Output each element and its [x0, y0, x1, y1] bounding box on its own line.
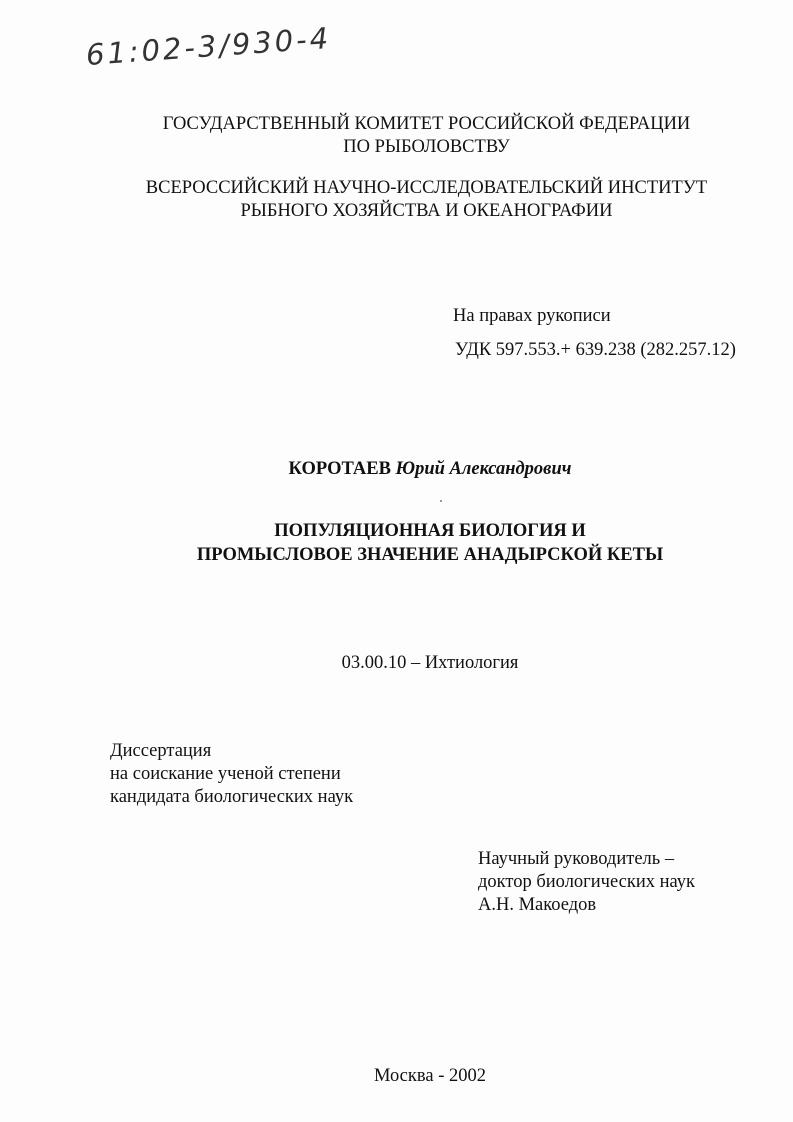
supervisor-line-2: доктор биологических наук	[478, 872, 696, 892]
thesis-title-line-1: ПОПУЛЯЦИОННАЯ БИОЛОГИЯ И	[274, 521, 586, 541]
city-year: Москва - 2002	[373, 1066, 486, 1086]
author-name	[0, 458, 793, 480]
specialty-code: 03.00.10 – Ихтиология	[341, 653, 519, 673]
institute-line-1: ВСЕРОССИЙСКИЙ НАУЧНО-ИССЛЕДОВАТЕЛЬСКИЙ ИНСТИТУТ	[145, 178, 708, 198]
supervisor-line-1: Научный руководитель –	[478, 849, 675, 869]
dissertation-line-1: Диссертация	[110, 741, 212, 761]
dissertation-line-3: кандидата биологических наук	[110, 787, 354, 807]
manuscript-rights: На правах рукописи	[453, 306, 611, 326]
handwritten-catalog-code: 61:02-3/930-4	[84, 20, 333, 72]
udk-code: УДК 597.553.+ 639.238 (282.257.12)	[455, 340, 736, 360]
author-surname: КОРОТАЕВ	[288, 459, 391, 479]
thesis-title-line-2: ПРОМЫСЛОВОЕ ЗНАЧЕНИЕ АНАДЫРСКОЙ КЕТЫ	[196, 545, 664, 565]
supervisor-name: А.Н. Макоедов	[478, 895, 597, 915]
organization-line-2: ПО РЫБОЛОВСТВУ	[343, 137, 510, 157]
dissertation-line-2: на соискание ученой степени	[110, 764, 341, 784]
organization-line-1: ГОСУДАРСТВЕННЫЙ КОМИТЕТ РОССИЙСКОЙ ФЕДЕРАЦИИ	[162, 114, 691, 134]
author-given-names: Юрий Александрович	[395, 459, 572, 479]
scan-speck	[440, 500, 442, 502]
institute-line-2: РЫБНОГО ХОЗЯЙСТВА И ОКЕАНОГРАФИИ	[240, 201, 613, 221]
